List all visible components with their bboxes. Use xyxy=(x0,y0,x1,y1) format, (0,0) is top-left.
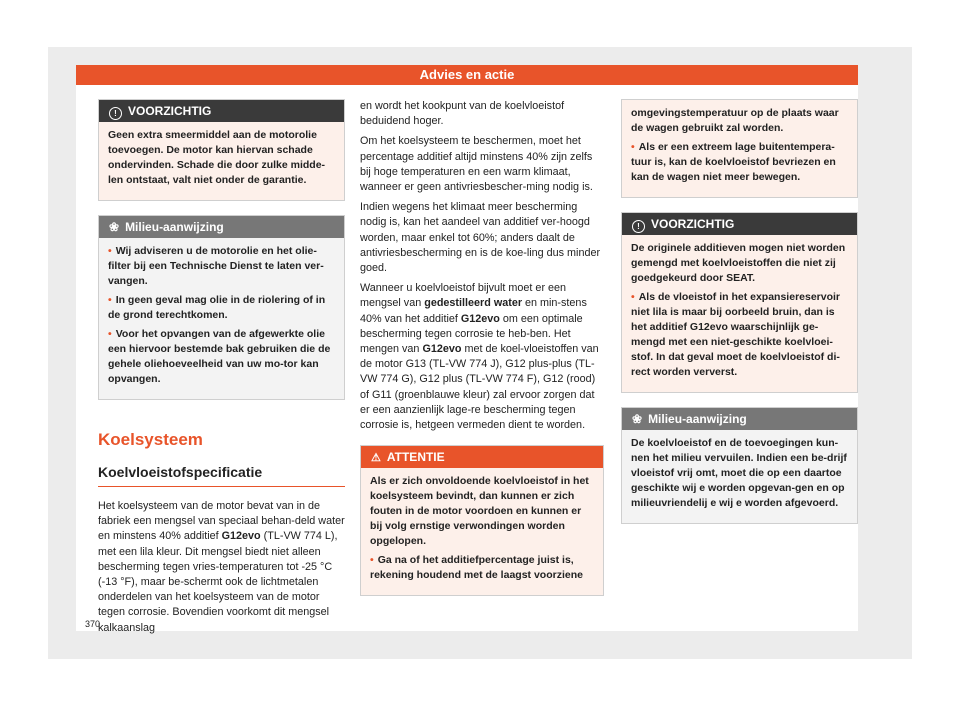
column-3 xyxy=(621,85,858,538)
section-title: Koelsysteem xyxy=(98,430,203,449)
environment-box xyxy=(98,215,345,400)
page xyxy=(76,85,858,634)
attention-header: ⚠ ATTENTIE xyxy=(361,446,603,468)
sub-title: Koelvloeistofspecificatie xyxy=(98,464,345,487)
attention-box xyxy=(360,445,604,596)
info-circle-icon: ! xyxy=(632,220,645,233)
warning-box-2 xyxy=(621,212,858,393)
attention-continued-body: omgevingstemperatuur op de plaats waar de wagen gebruikt zal worden. • Als er een extreem lage buitentempera-tuur is, kan de koelvloeistof bevriezen en kan de wagen niet meer bewegen. xyxy=(622,100,857,197)
list-item: • In geen geval mag olie in de riolering of in de grond terechtkomen. xyxy=(108,293,335,323)
paragraph: Indien wegens het klimaat meer bescherming nodig is, kan het aandeel van additief ver-hoogd worden, maar enkel tot 60%; anders daalt de antivriesbescherming en is de koe-ling dus minder goed. xyxy=(360,201,601,275)
paragraph: Het koelsysteem van de motor bevat van in de fabriek een mengsel van speciaal behan-deld water en minstens 40% additief G12evo (TL-VW 774 L), met een lila kleur. Dit mengsel biedt niet alleen bescherming tegen vries-temperaturen tot -25 °C (-13 °F), maar be-schermt ook de lichtmetalen onderdelen van het koelsysteem van de motor tegen corrosie. Bovendien voorkomt dit mengsel kalkaanslag xyxy=(98,500,345,634)
warning-body-2: De originele additieven mogen niet worden gemengd met koelvloeistoffen die niet zij goedgekeurd door SEAT. • Als de vloeistof in het expansiereservoir niet lila is maar bij oorbeeld bruin, dan is het additief G12evo waarschijnlijk ge-mengd met een niet-geschikte koelvloei-stof. In dat geval moet de koelvloeistof di-rect worden ververst. xyxy=(622,235,857,392)
paragraph: en wordt het kookpunt van de koelvloeistof beduidend hoger. xyxy=(360,100,565,128)
warning-triangle-icon: ⚠ xyxy=(371,452,381,465)
warning-header-2: ! VOORZICHTIG xyxy=(622,213,857,235)
environment-body xyxy=(99,238,344,399)
list-item: • Ga na of het additiefpercentage juist is, rekening houdend met de laagst voorziene xyxy=(370,553,594,583)
warning-body: Geen extra smeermiddel aan de motorolie toevoegen. De motor kan hiervan schade ondervinden. Schade die door zulke midde-len ontstaat, valt niet onder de garantie. xyxy=(99,122,344,200)
warning-header: ! VOORZICHTIG xyxy=(99,100,344,122)
attention-body: Als er zich onvoldoende koelvloeistof in het koelsysteem bevindt, dan kunnen er zich fouten in de motor voordoen en kunnen er bij volg ernstige verwondingen worden opgelopen. • Ga na of het additiefpercentage juist is, rekening houdend met de laagst voorziene xyxy=(361,468,603,595)
page-number: 370 xyxy=(85,619,101,629)
environment-header-2: ❀ Milieu-aanwijzing xyxy=(622,408,857,430)
info-circle-icon: ! xyxy=(109,107,122,120)
list-item: • Als er een extreem lage buitentempera-tuur is, kan de koelvloeistof bevriezen en kan de wagen niet meer bewegen. xyxy=(631,140,848,185)
attention-continued-box xyxy=(621,99,858,198)
environment-box-2 xyxy=(621,407,858,524)
list-item: • Als de vloeistof in het expansiereservoir niet lila is maar bij oorbeeld bruin, dan is het additief G12evo waarschijnlijk ge-mengd met een niet-geschikte koelvloei-stof. In dat geval moet de koelvloeistof di-rect worden ververst. xyxy=(631,290,848,380)
list-item: • Wij adviseren u de motorolie en het olie-filter bij een Technische Dienst te laten ver-vangen. xyxy=(108,244,335,289)
environment-body-2: De koelvloeistof en de toevoegingen kun-nen het milieu vervuilen. Indien een be-drijf vloeistof vrij omt, moet die op een daartoe geschikte wij e worden opgevan-gen en op milieuvriendelij e wij e worden afgevoerd. xyxy=(622,430,857,523)
environment-icon: ❀ xyxy=(632,412,643,426)
paragraph: Om het koelsysteem te beschermen, moet het percentage additief altijd minstens 40% zijn zelfs bij hoge temperaturen en een warm klimaat, wanneer er geen antivriesbescher-ming nodig is. xyxy=(360,135,593,194)
environment-icon: ❀ xyxy=(109,220,120,234)
list-item: • Voor het opvangen van de afgewerkte olie een hiervoor bestemde bak gebruiken die de gehele oliehoeveelheid van uw mo-tor kan opvangen. xyxy=(108,327,335,387)
column-2 xyxy=(360,85,604,610)
environment-header: ❀ Milieu-aanwijzing xyxy=(99,216,344,238)
chapter-header: Advies en actie xyxy=(76,65,858,85)
paragraph: Wanneer u koelvloeistof bijvult moet er een mengsel van gedestilleerd water en min-stens 40% van het additief G12evo om een optimale bescherming tegen corrosie te heb-ben. Het mengen van G12evo met de koel-vloeistoffen van de motor G13 (TL-VW 774 J), G12 plus-plus (TL-VW 774 G), G12 plus (TL-VW 774 F), G12 (rood) of G11 (groenblauwe kleur) zal ervoor zorgen dat er een aanzienlijk lage-re bescherming tegen corrosie is, hetgeen vermeden dient te worden. xyxy=(360,282,599,432)
warning-box xyxy=(98,99,345,201)
column-1 xyxy=(98,85,345,641)
